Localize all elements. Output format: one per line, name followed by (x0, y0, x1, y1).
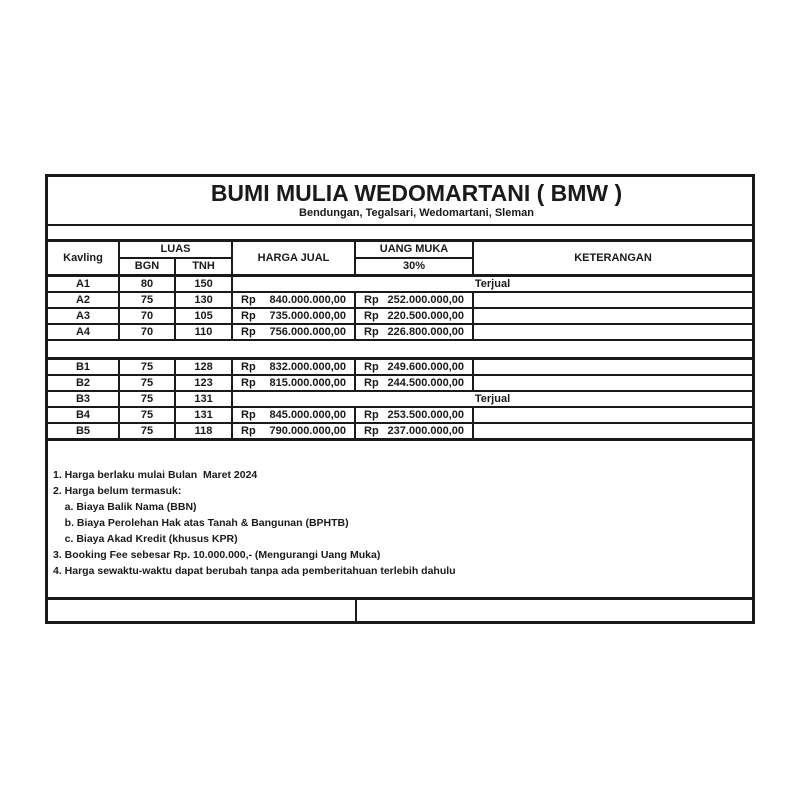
cell-keterangan (473, 324, 752, 340)
col-header-dp-percent: 30% (355, 258, 473, 276)
cell-keterangan (473, 292, 752, 308)
table-row-B4 (48, 407, 752, 423)
footer-row (48, 600, 752, 621)
note-line-2c: c. Biaya Akad Kredit (khusus KPR) (53, 533, 238, 545)
amount: 220.500.000,00 (387, 310, 465, 322)
cell-harga-jual-content (233, 361, 354, 373)
cell-uang-muka (355, 324, 473, 340)
col-header-kavling: Kavling (48, 242, 119, 276)
page-title: BUMI MULIA WEDOMARTANI ( BMW ) (210, 180, 623, 206)
amount: 249.600.000,00 (387, 361, 465, 373)
cell-uang-muka-content (356, 310, 472, 322)
table-row-B5 (48, 423, 752, 440)
currency-prefix: Rp (241, 326, 256, 338)
table-row-B1 (48, 359, 752, 376)
currency-prefix: Rp (364, 377, 379, 389)
currency-prefix: Rp (241, 294, 256, 306)
cell-keterangan (473, 308, 752, 324)
col-header-keterangan: KETERANGAN (473, 242, 752, 276)
cell-harga-jual (232, 308, 355, 324)
cell-harga-jual-content (233, 377, 354, 389)
price-table-header (48, 242, 752, 276)
cell-bgn: 80 (119, 276, 175, 293)
cell-tnh: 110 (175, 324, 232, 340)
currency-prefix: Rp (364, 425, 379, 437)
currency-prefix: Rp (364, 310, 379, 322)
cell-bgn: 70 (119, 308, 175, 324)
cell-tnh: 128 (175, 359, 232, 376)
amount: 845.000.000,00 (269, 409, 347, 421)
note-line-2a: a. Biaya Balik Nama (BBN) (53, 501, 197, 513)
currency-prefix: Rp (241, 377, 256, 389)
col-header-bgn: BGN (119, 258, 175, 276)
cell-harga-jual (232, 292, 355, 308)
cell-kavling: A3 (48, 308, 119, 324)
cell-uang-muka-content (356, 425, 472, 437)
price-table (48, 242, 752, 441)
table-row-B3 (48, 391, 752, 407)
cell-uang-muka-content (356, 326, 472, 338)
cell-uang-muka (355, 359, 473, 376)
cell-harga-jual (232, 359, 355, 376)
amount: 840.000.000,00 (269, 294, 347, 306)
currency-prefix: Rp (241, 425, 256, 437)
amount: 832.000.000,00 (269, 361, 347, 373)
note-line-4: 4. Harga sewaktu-waktu dapat berubah tanpa ada pemberitahuan terlebih dahulu (53, 565, 456, 577)
cell-bgn: 70 (119, 324, 175, 340)
footer-cell-right (357, 600, 752, 621)
currency-prefix: Rp (241, 361, 256, 373)
cell-tnh: 131 (175, 407, 232, 423)
currency-prefix: Rp (241, 409, 256, 421)
cell-kavling: A1 (48, 276, 119, 293)
amount: 252.000.000,00 (387, 294, 465, 306)
cell-kavling: A2 (48, 292, 119, 308)
table-row-A2 (48, 292, 752, 308)
cell-kavling: B4 (48, 407, 119, 423)
cell-kavling: B1 (48, 359, 119, 376)
cell-harga-jual-content (233, 326, 354, 338)
amount: 226.800.000,00 (387, 326, 465, 338)
cell-bgn: 75 (119, 292, 175, 308)
cell-keterangan (473, 423, 752, 440)
cell-kavling: B2 (48, 375, 119, 391)
spacer-band (48, 226, 752, 242)
cell-uang-muka-content (356, 377, 472, 389)
cell-status-sold: Terjual (232, 391, 752, 407)
group-spacer-cell (48, 340, 752, 359)
amount: 244.500.000,00 (387, 377, 465, 389)
cell-uang-muka (355, 423, 473, 440)
cell-bgn: 75 (119, 407, 175, 423)
cell-bgn: 75 (119, 391, 175, 407)
currency-prefix: Rp (364, 409, 379, 421)
col-header-uang-muka: UANG MUKA (355, 242, 473, 258)
cell-kavling: B3 (48, 391, 119, 407)
cell-harga-jual-content (233, 294, 354, 306)
cell-bgn: 75 (119, 359, 175, 376)
cell-kavling: A4 (48, 324, 119, 340)
cell-harga-jual-content (233, 310, 354, 322)
cell-uang-muka (355, 292, 473, 308)
title-box (48, 177, 752, 226)
cell-uang-muka-content (356, 409, 472, 421)
cell-keterangan (473, 407, 752, 423)
cell-keterangan (473, 375, 752, 391)
cell-keterangan (473, 359, 752, 376)
amount: 790.000.000,00 (269, 425, 347, 437)
note-line-2b: b. Biaya Perolehan Hak atas Tanah & Bangunan (BPHTB) (53, 517, 349, 529)
group-spacer-row (48, 340, 752, 359)
note-line-1: 1. Harga berlaku mulai Bulan Maret 2024 (53, 469, 258, 481)
note-line-2: 2. Harga belum termasuk: (53, 485, 182, 497)
table-row-A3 (48, 308, 752, 324)
table-row-B2 (48, 375, 752, 391)
currency-prefix: Rp (364, 294, 379, 306)
cell-kavling: B5 (48, 423, 119, 440)
table-row-A1 (48, 276, 752, 293)
currency-prefix: Rp (364, 326, 379, 338)
currency-prefix: Rp (364, 361, 379, 373)
cell-harga-jual-content (233, 409, 354, 421)
cell-harga-jual-content (233, 425, 354, 437)
cell-tnh: 118 (175, 423, 232, 440)
cell-status-sold: Terjual (232, 276, 752, 293)
header-row-1 (48, 242, 752, 258)
cell-harga-jual (232, 375, 355, 391)
amount: 815.000.000,00 (269, 377, 347, 389)
cell-uang-muka (355, 375, 473, 391)
amount: 756.000.000,00 (269, 326, 347, 338)
cell-tnh: 105 (175, 308, 232, 324)
cell-harga-jual (232, 407, 355, 423)
currency-prefix: Rp (241, 310, 256, 322)
table-row-A4 (48, 324, 752, 340)
cell-tnh: 150 (175, 276, 232, 293)
page-subtitle: Bendungan, Tegalsari, Wedomartani, Sleman (299, 207, 534, 219)
price-sheet (45, 174, 755, 624)
amount: 237.000.000,00 (387, 425, 465, 437)
cell-uang-muka (355, 407, 473, 423)
col-header-tnh: TNH (175, 258, 232, 276)
cell-tnh: 123 (175, 375, 232, 391)
cell-uang-muka-content (356, 361, 472, 373)
cell-uang-muka-content (356, 294, 472, 306)
cell-tnh: 130 (175, 292, 232, 308)
footer-cell-left (48, 600, 357, 621)
price-table-body (48, 276, 752, 440)
cell-harga-jual (232, 324, 355, 340)
cell-tnh: 131 (175, 391, 232, 407)
col-header-harga-jual: HARGA JUAL (232, 242, 355, 276)
cell-bgn: 75 (119, 375, 175, 391)
cell-uang-muka (355, 308, 473, 324)
note-line-3: 3. Booking Fee sebesar Rp. 10.000.000,- (Mengurangi Uang Muka) (53, 549, 381, 561)
cell-harga-jual (232, 423, 355, 440)
notes-section (48, 441, 752, 600)
col-header-luas: LUAS (119, 242, 232, 258)
amount: 735.000.000,00 (269, 310, 347, 322)
amount: 253.500.000,00 (387, 409, 465, 421)
cell-bgn: 75 (119, 423, 175, 440)
